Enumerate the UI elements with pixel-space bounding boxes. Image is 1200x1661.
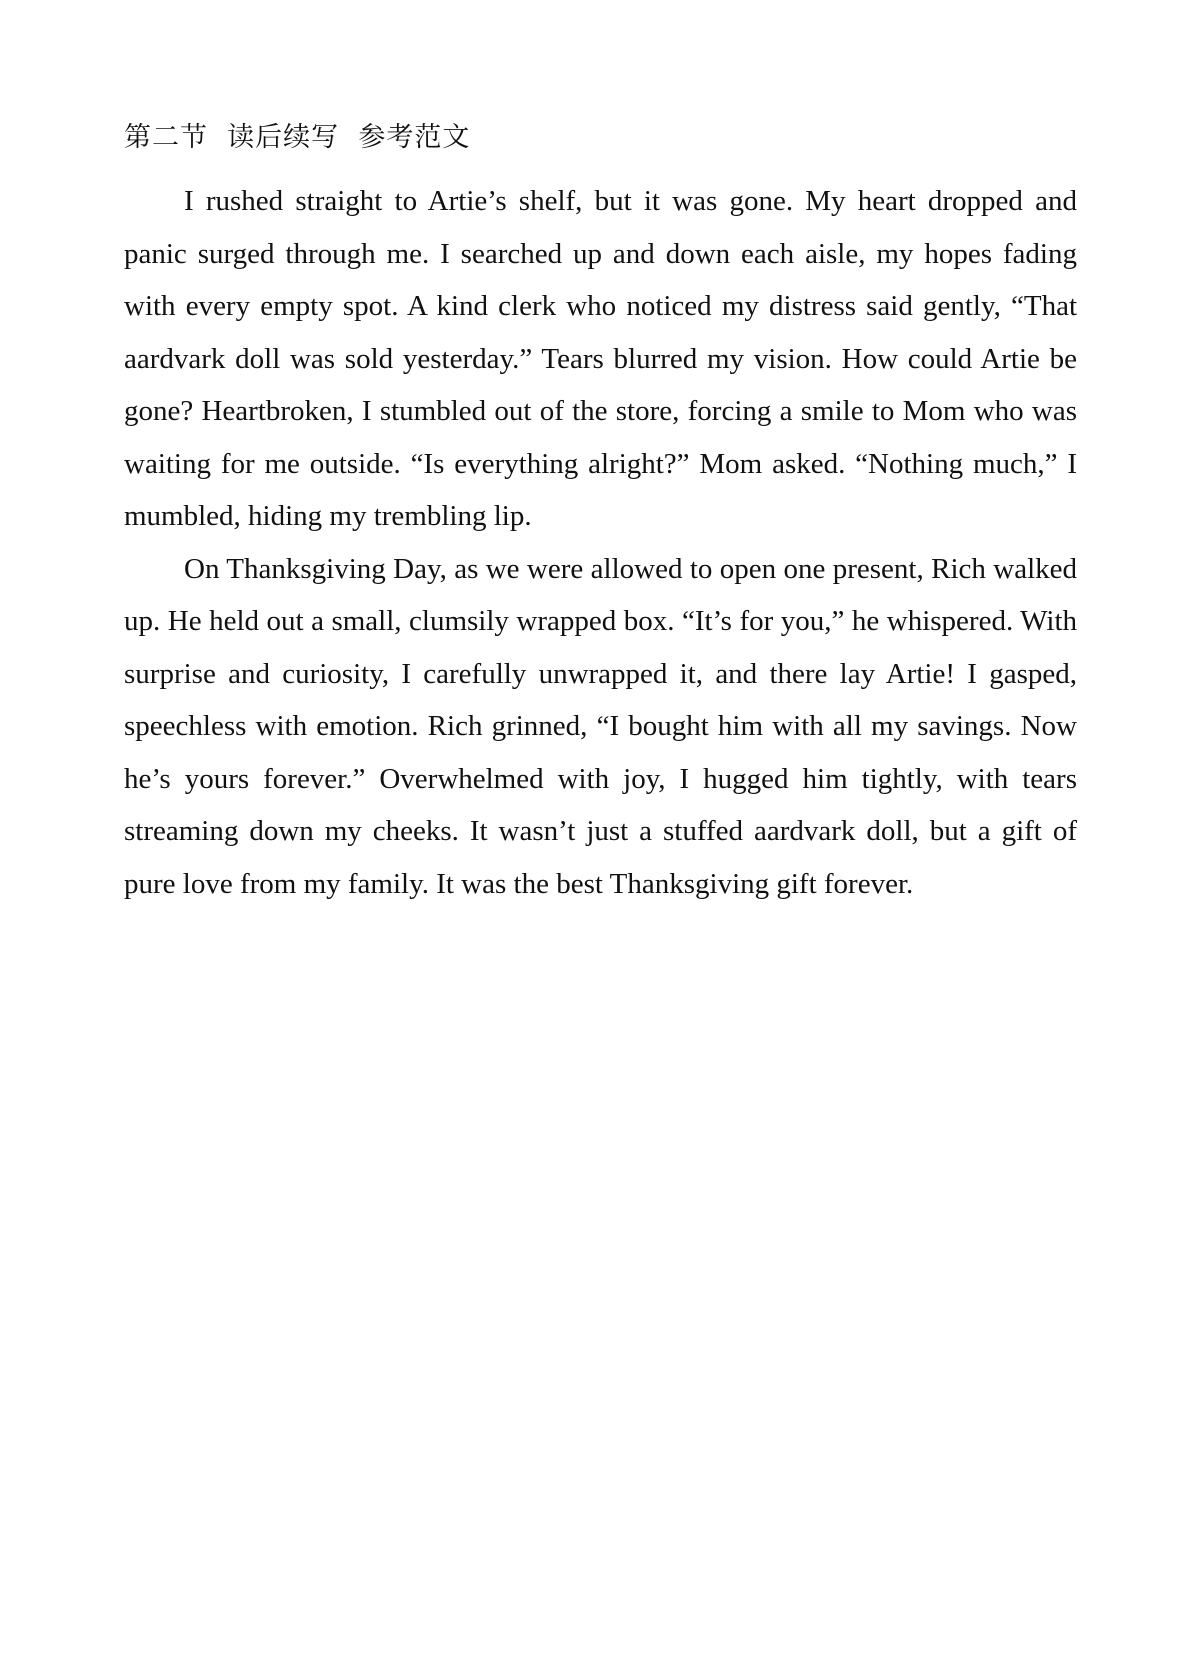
section-heading: 第二节 读后续写 参考范文 (124, 122, 471, 153)
paragraph-2: On Thanksgiving Day, as we were allowed to open one present, Rich walked up. He held out a small, clumsily wrapped box. “It’s for you,” he whispered. With surprise and curiosity, I carefully unwrapped it, and there lay Artie! I gasped, speechless with emotion. Rich grinned, “I bought him with all my savings. Now he’s yours forever.” Overwhelmed with joy, I hugged him tightly, with tears streaming down my cheeks. It wasn’t just a stuffed aardvark doll, but a gift of pure love from my family. It was the best Thanksgiving gift forever. (124, 552, 1077, 900)
essay-body (124, 175, 1077, 910)
paragraph-1: I rushed straight to Artie’s shelf, but it was gone. My heart dropped and panic surged through me. I searched up and down each aisle, my hopes fading with every empty spot. A kind clerk who noticed my distress said gently, “That aardvark doll was sold yesterday.” Tears blurred my vision. How could Artie be gone? Heartbroken, I stumbled out of the store, forcing a smile to Mom who was waiting for me outside. “Is everything alright?” Mom asked. “Nothing much,” I mumbled, hiding my trembling lip. (124, 185, 1077, 532)
